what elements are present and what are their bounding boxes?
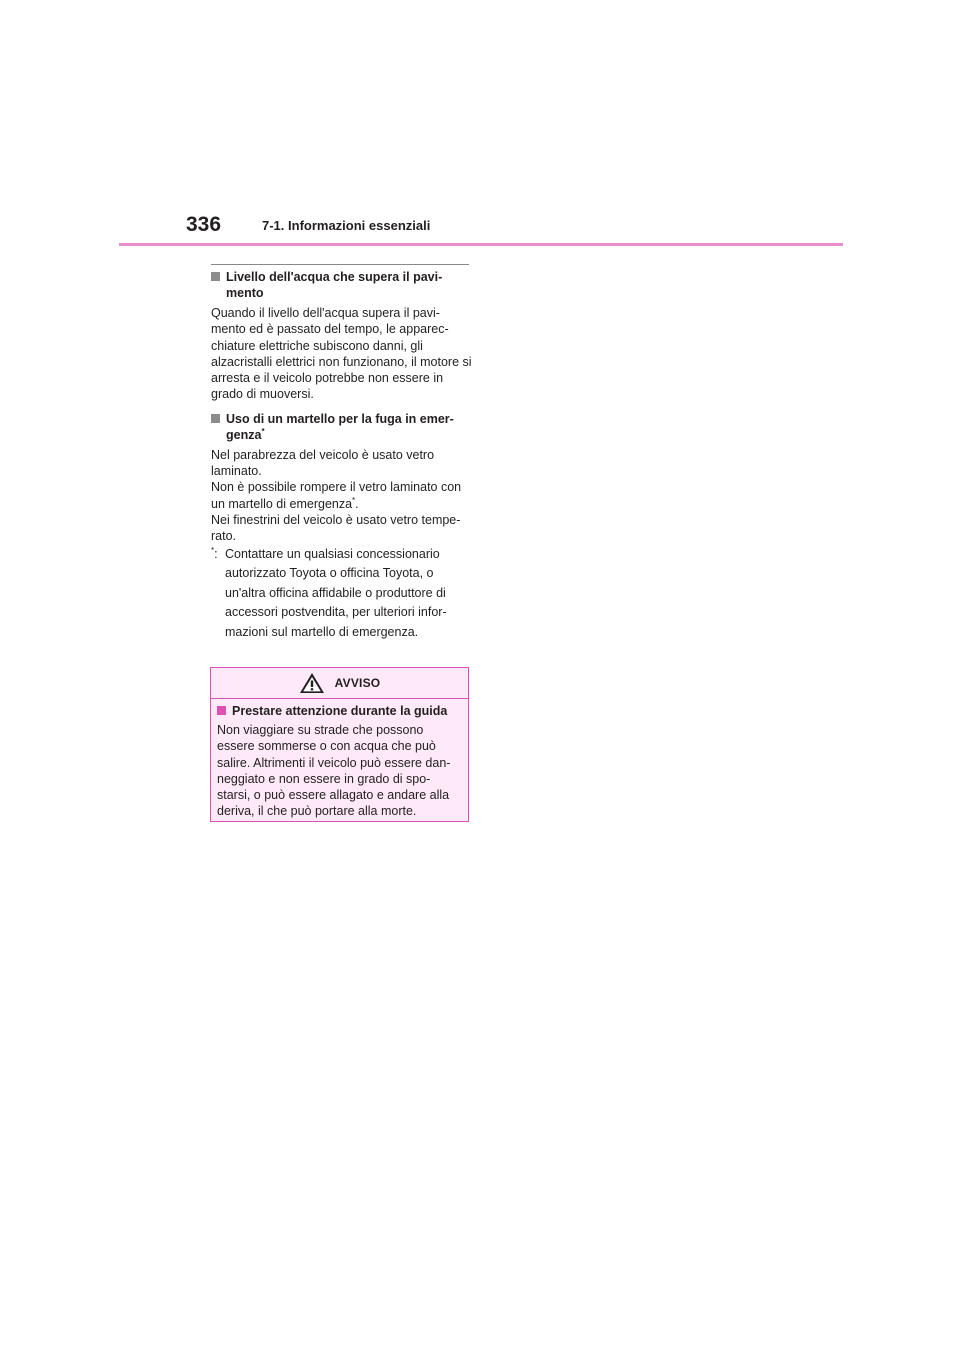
warning-body	[211, 699, 468, 820]
warning-label: AVVISO	[334, 676, 381, 690]
asterisk-mark: *	[261, 426, 265, 436]
heading-text: Uso di un martello per la fuga in emer-genza*	[226, 411, 454, 442]
section-title: 7-1. Informazioni essenziali	[262, 218, 431, 233]
paragraph-tempered-glass: Nei finestrini del veicolo è usato vetro tempe-rato.	[211, 512, 461, 544]
asterisk-mark: *	[352, 495, 356, 505]
heading-text: Livello dell'acqua che supera il pavi-mento	[226, 270, 443, 300]
footnote-mark: *:	[211, 545, 218, 561]
warning-heading	[217, 703, 462, 719]
warning-header	[211, 668, 468, 699]
section-heading-water-level	[211, 269, 473, 301]
heading-text: Prestare attenzione durante la guida	[232, 704, 448, 718]
square-bullet-icon	[211, 272, 220, 281]
paragraph-water-level: Quando il livello dell'acqua supera il pavi-mento ed è passato del tempo, le apparec-chiature elettriche subiscono danni, gli alzacristalli elettrici non funzionano, il motore si arresta e il veicolo potrebbe non essere in grado di muoversi.	[211, 306, 472, 402]
paragraph-cannot-break: Non è possibile rompere il vetro laminato con un martello di emergenza*.	[211, 480, 462, 511]
warning-triangle-icon	[299, 672, 325, 694]
warning-text: Non viaggiare su strade che possono essere sommerse o con acqua che può salire. Altrimenti il veicolo può essere dan-neggiato e non essere in grado di spo-starsi, o può essere allagato e andare alla deriva, il che può portare alla morte.	[217, 723, 451, 819]
header-rule	[119, 243, 843, 246]
square-bullet-icon	[217, 706, 226, 715]
warning-box	[210, 667, 469, 822]
content-column	[211, 269, 473, 642]
footnote-text: Contattare un qualsiasi concessionario autorizzato Toyota o officina Toyota, o un'altra officina affidabile o produttore di accessori postvendita, per ulteriori infor-mazioni sul martello di emergenza.	[225, 546, 447, 639]
page-number: 336	[186, 213, 222, 236]
paragraph-laminated-glass: Nel parabrezza del veicolo è usato vetro laminato.	[211, 447, 435, 479]
square-bullet-icon	[211, 414, 220, 423]
footnote	[211, 545, 473, 643]
column-rule	[211, 264, 469, 265]
section-heading-emergency-hammer	[211, 411, 473, 443]
